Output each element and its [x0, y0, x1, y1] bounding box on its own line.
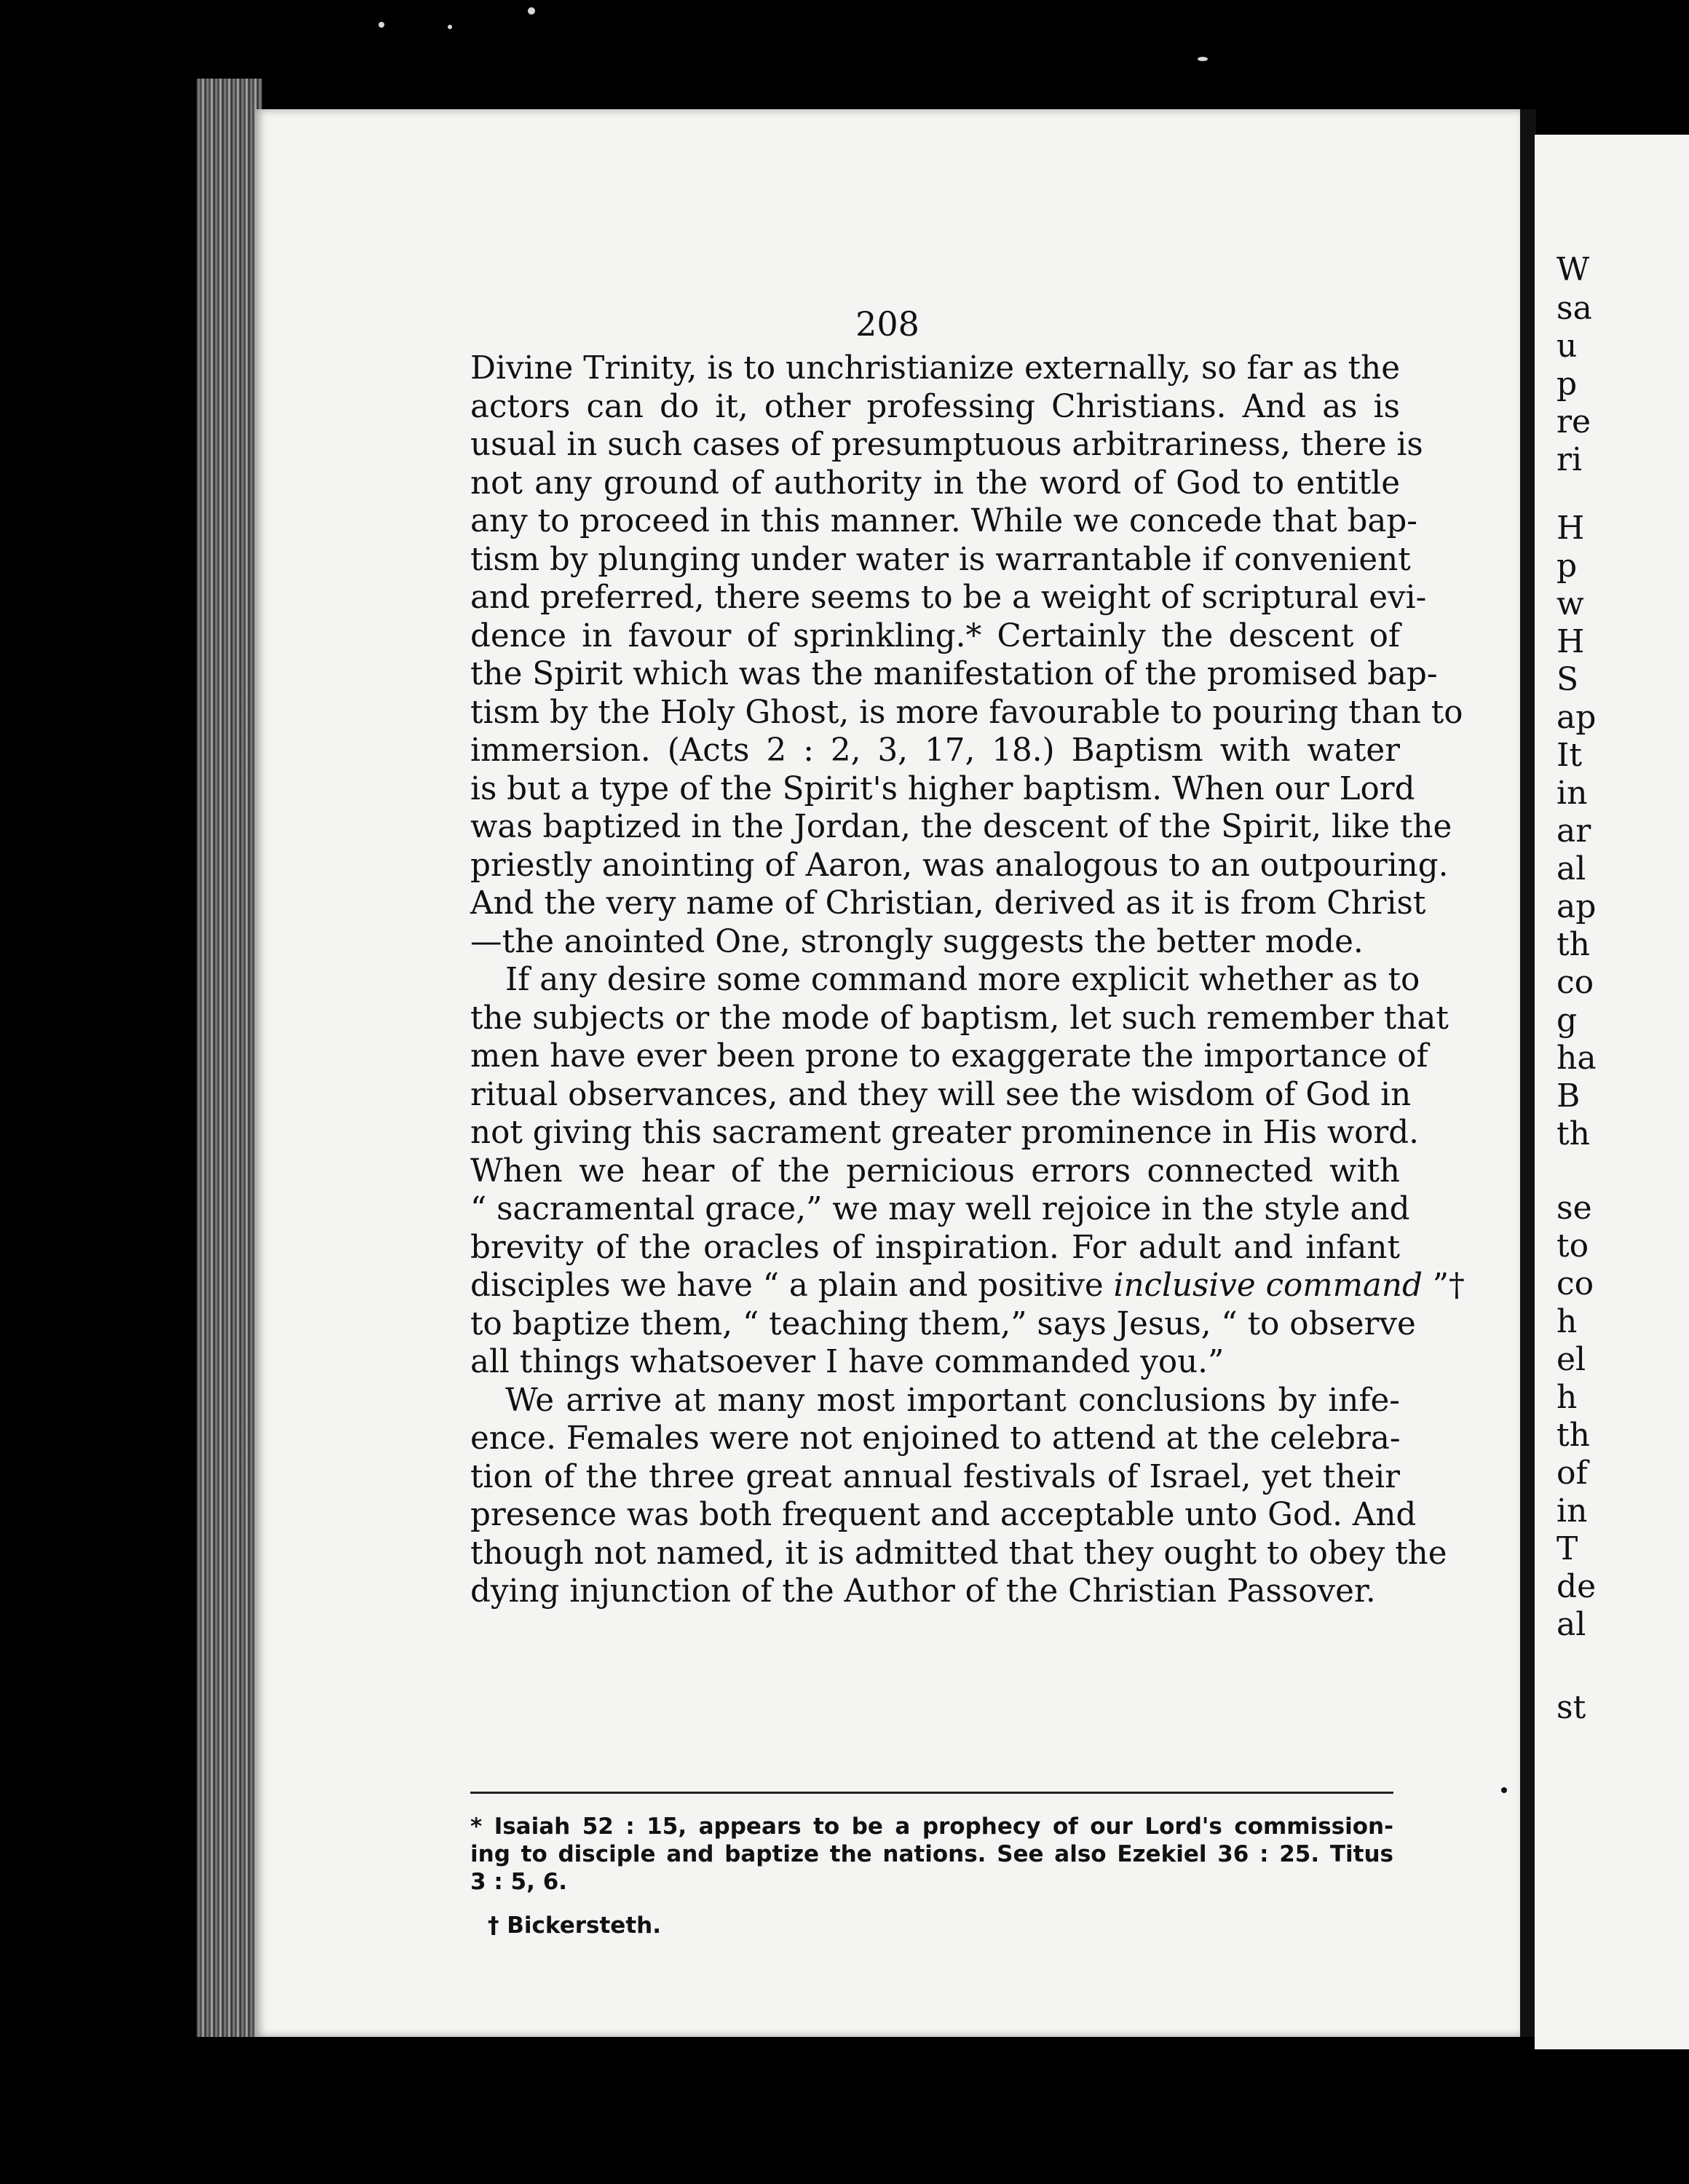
facing-page-fragment: al — [1557, 1606, 1586, 1643]
facing-page-fragment: ap — [1557, 888, 1597, 925]
facing-page-fragment: h — [1557, 1379, 1578, 1416]
facing-page-fragment: th — [1557, 1115, 1591, 1152]
footnote-line: ing to disciple and baptize the nations. See also Ezekiel 36 : 25. Titus — [470, 1841, 1393, 1867]
text-line: dence in favour of sprinkling.* Certainly the descent of — [470, 617, 1400, 654]
footnote-line: 3 : 5, 6. — [470, 1869, 568, 1895]
footnotes — [470, 1813, 1393, 1939]
footnote-divider — [470, 1792, 1393, 1794]
text-line: If any desire some command more explicit whether as to — [505, 962, 1420, 998]
facing-page-fragment: th — [1557, 1417, 1591, 1454]
paragraph-1 — [470, 349, 1463, 961]
facing-page-fragment: H — [1557, 623, 1585, 660]
facing-page-fragment: to — [1557, 1227, 1589, 1265]
facing-page-fragment: in — [1557, 1492, 1588, 1530]
footnote-line: * Isaiah 52 : 15, appears to be a prophecy of our Lord's commission- — [470, 1813, 1393, 1840]
text-line: men have ever been prone to exaggerate the importance of — [470, 1038, 1428, 1075]
text-line: We arrive at many most important conclusions by infe- — [505, 1382, 1400, 1419]
facing-page-fragment: p — [1557, 547, 1578, 585]
text-line: ritual observances, and they will see the wisdom of God in — [470, 1076, 1412, 1113]
facing-page-fragment: It — [1557, 737, 1583, 774]
book-page-edges — [197, 79, 262, 2037]
text-line: When we hear of the pernicious errors connected with — [470, 1152, 1400, 1190]
text-line: tion of the three great annual festivals of Israel, yet their — [470, 1458, 1400, 1495]
facing-page-fragment: g — [1557, 1002, 1578, 1039]
footnote-dagger: † Bickersteth. — [488, 1912, 661, 1939]
text-line: tism by plunging under water is warrantable if convenient — [470, 541, 1411, 578]
text-line: brevity of the oracles of inspiration. For adult and infant — [470, 1229, 1400, 1266]
text-line: is but a type of the Spirit's higher baptism. When our Lord — [470, 770, 1415, 807]
facing-page-fragment: sa — [1557, 290, 1592, 327]
dust-speck — [528, 7, 535, 15]
text-line: not any ground of authority in the word of God to entitle — [470, 464, 1400, 502]
facing-page-fragment: co — [1557, 1265, 1594, 1302]
dust-speck — [379, 22, 384, 28]
facing-page-fragment: B — [1557, 1077, 1581, 1115]
dust-speck — [1198, 57, 1208, 61]
facing-page-fragment: ap — [1557, 699, 1597, 736]
facing-page-fragment: st — [1557, 1689, 1586, 1726]
dagger-footnote-marker: ”† — [1422, 1267, 1465, 1304]
facing-page-fragment: el — [1557, 1341, 1586, 1378]
text-line: priestly anointing of Aaron, was analogous to an outpouring. — [470, 847, 1449, 884]
facing-page-fragment: re — [1557, 403, 1591, 440]
facing-page-fragment: in — [1557, 775, 1588, 812]
text-line: immersion. (Acts 2 : 2, 3, 17, 18.) Baptism with water — [470, 732, 1400, 769]
text-line: “ sacramental grace,” we may well rejoice in the style and — [470, 1191, 1410, 1227]
facing-page-fragment: T — [1557, 1530, 1578, 1567]
text-line: usual in such cases of presumptuous arbitrariness, there is — [470, 427, 1423, 463]
body-text — [470, 349, 1465, 1611]
facing-page-fragment: h — [1557, 1303, 1578, 1340]
paragraph-3 — [470, 1382, 1447, 1611]
text-span: disciples we have “ a plain and positive — [470, 1267, 1114, 1304]
text-line: the Spirit which was the manifestation of the promised bap- — [470, 656, 1438, 692]
facing-page-fragment: co — [1557, 964, 1594, 1001]
text-line: all things whatsoever I have commanded you.” — [470, 1344, 1225, 1380]
facing-page-fragment: ha — [1557, 1040, 1597, 1077]
text-line: Divine Trinity, is to unchristianize externally, so far as the — [470, 350, 1400, 387]
facing-page-fragment: p — [1557, 365, 1578, 403]
dust-speck — [1501, 1787, 1507, 1793]
italic-emphasis: inclusive command — [1113, 1267, 1423, 1304]
facing-page-fragment: al — [1557, 850, 1586, 887]
facing-page-fragment: ar — [1557, 812, 1591, 850]
facing-page-fragment: w — [1557, 585, 1584, 622]
facing-page-fragment: W — [1557, 251, 1590, 288]
text-line: was baptized in the Jordan, the descent of the Spirit, like the — [470, 809, 1452, 845]
text-line: And the very name of Christian, derived as it is from Christ — [470, 885, 1426, 922]
book-gutter — [1520, 109, 1536, 2037]
text-line: dying injunction of the Author of the Christian Passover. — [470, 1573, 1376, 1610]
text-line: actors can do it, other professing Christians. And as is — [470, 388, 1400, 425]
footnote-asterisk — [470, 1813, 1393, 1896]
facing-page-fragment: th — [1557, 926, 1591, 963]
dust-speck — [448, 25, 452, 29]
text-line-with-italic — [470, 1267, 1465, 1305]
text-line: ence. Females were not enjoined to attend at the celebra- — [470, 1420, 1401, 1457]
facing-page-fragment: H — [1557, 510, 1585, 547]
facing-page-fragment: ri — [1557, 441, 1583, 478]
facing-page-fragment: u — [1557, 328, 1578, 365]
text-line: —the anointed One, strongly suggests the better mode. — [470, 923, 1364, 960]
text-line: though not named, it is admitted that they ought to obey the — [470, 1535, 1447, 1572]
text-line: the subjects or the mode of baptism, let such remember that — [470, 1000, 1449, 1037]
text-line: and preferred, there seems to be a weight of scriptural evi- — [470, 579, 1427, 616]
left-page — [255, 109, 1520, 2037]
paragraph-2 — [470, 961, 1465, 1382]
text-line: not giving this sacrament greater prominence in His word. — [470, 1115, 1419, 1151]
page-number: 208 — [855, 304, 919, 344]
text-line: presence was both frequent and acceptable unto God. And — [470, 1497, 1417, 1533]
facing-page-cropped — [1535, 135, 1689, 2049]
text-line: any to proceed in this manner. While we concede that bap- — [470, 503, 1418, 539]
facing-page-fragment: se — [1557, 1190, 1592, 1227]
text-line: to baptize them, “ teaching them,” says Jesus, “ to observe — [470, 1305, 1416, 1342]
facing-page-fragment: de — [1557, 1568, 1597, 1605]
facing-page-fragment: S — [1557, 661, 1579, 698]
facing-page-fragment: of — [1557, 1455, 1588, 1492]
text-line: tism by the Holy Ghost, is more favourable to pouring than to — [470, 694, 1463, 731]
